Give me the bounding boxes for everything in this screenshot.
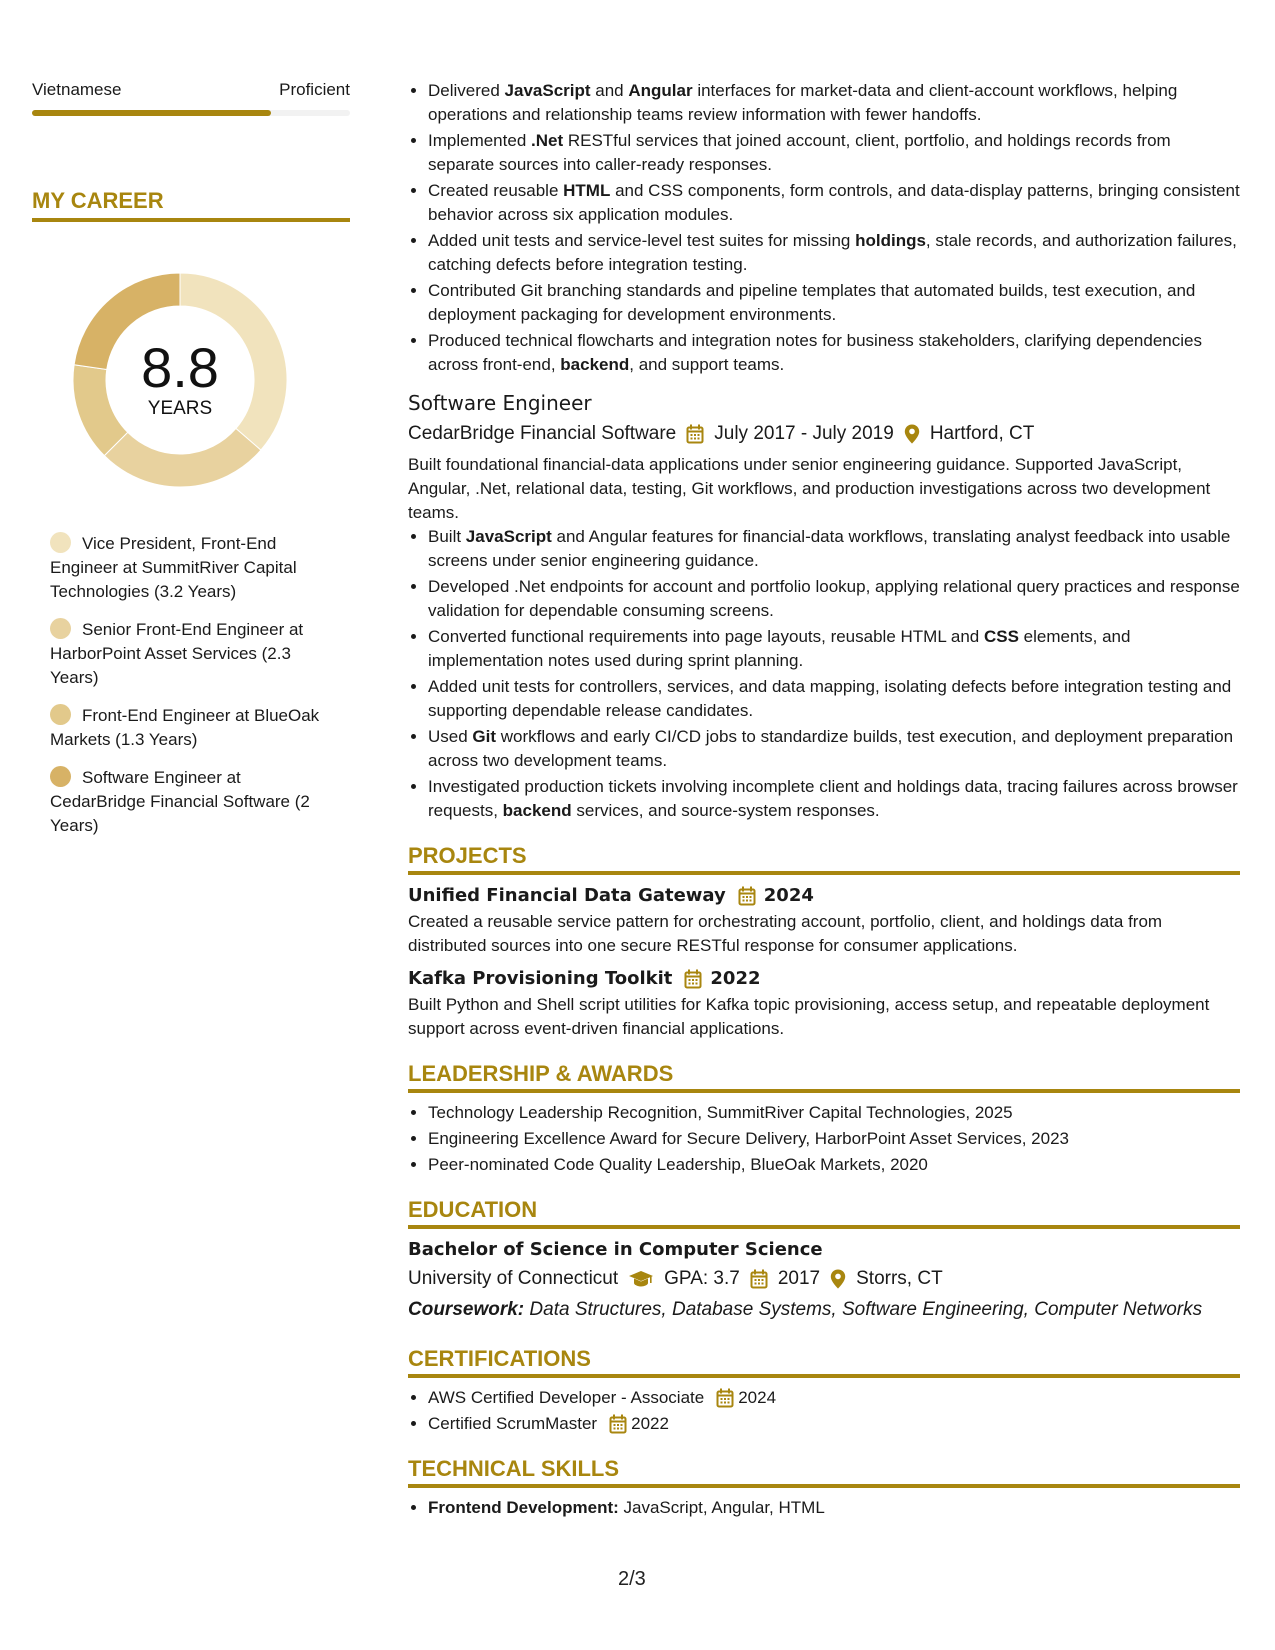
bullet-item xyxy=(428,525,1240,573)
job-summary: Built foundational financial-data applications under senior engineering guidance. Supported JavaScript, Angular, .Net, relational data, testing, Git workflows, and production investigations across two development teams. xyxy=(408,455,1211,522)
job-title: Software Engineer xyxy=(408,391,592,415)
text-segment: Converted functional requirements into page layouts, reusable HTML and xyxy=(428,627,984,646)
award-item: • Technology Leadership Recognition, SummitRiver Capital Technologies, 2025 xyxy=(428,1101,1240,1125)
sidebar xyxy=(32,80,350,852)
awards-list xyxy=(408,1101,1240,1177)
language-name: Vietnamese xyxy=(32,80,122,99)
project-title: Unified Financial Data Gateway xyxy=(408,885,726,906)
projects-list xyxy=(408,885,1240,1041)
text-segment: and xyxy=(590,81,629,100)
award-item: • Peer-nominated Code Quality Leadership, BlueOak Markets, 2020 xyxy=(428,1153,1240,1177)
bullet-item xyxy=(428,625,1240,673)
career-legend-text: Vice President, Front-End Engineer at SummitRiver Capital Technologies (3.2 Years) xyxy=(50,534,297,601)
career-legend-text: Front-End Engineer at BlueOak Markets (1.3 Years) xyxy=(50,706,320,749)
text-segment: Added unit tests and service-level test suites for missing xyxy=(428,231,856,250)
bullet-item xyxy=(428,79,1240,127)
career-legend-item xyxy=(50,532,340,604)
awards-heading: LEADERSHIP & AWARDS xyxy=(408,1061,1240,1093)
coursework-list: Data Structures, Database Systems, Software Engineering, Computer Networks xyxy=(529,1299,1203,1320)
career-legend-text: Software Engineer at CedarBridge Financial Software (2 Years) xyxy=(50,768,310,835)
text-segment: Added unit tests for controllers, services, and data mapping, isolating defects before integration testing and supporting dependable release candidates. xyxy=(428,677,1232,720)
language-level: Proficient xyxy=(279,80,350,99)
certifications-list xyxy=(408,1386,1240,1436)
skills-list xyxy=(408,1496,1240,1520)
skills-heading: TECHNICAL SKILLS xyxy=(408,1456,1240,1488)
career-legend-item xyxy=(50,766,340,838)
project-title-row xyxy=(408,968,1240,989)
career-total-label: YEARS xyxy=(147,398,213,419)
certification-year: 2024 xyxy=(738,1388,777,1407)
bullet-item xyxy=(428,229,1240,277)
legend-swatch xyxy=(50,618,71,639)
skill-value: JavaScript, Angular, HTML xyxy=(618,1498,825,1517)
education-school: University of Connecticut xyxy=(408,1268,619,1289)
text-segment: Implemented xyxy=(428,131,531,150)
language-level-bar xyxy=(32,110,350,116)
text-segment: Created reusable xyxy=(428,181,564,200)
career-heading: MY CAREER xyxy=(32,188,350,222)
text-segment: Developed .Net endpoints for account and portfolio lookup, applying relational query practices and response validation for dependable consuming screens. xyxy=(428,577,1240,620)
certification-name: • Certified ScrumMaster xyxy=(428,1414,598,1433)
job-dates: July 2017 - July 2019 xyxy=(714,423,894,444)
text-segment: Investigated production tickets involving incomplete client and holdings data, tracing failures across browser requests, xyxy=(428,777,1238,820)
text-segment: , stale records, and authorization failures, catching defects before integration testing. xyxy=(428,231,1237,274)
education-coursework xyxy=(408,1298,1240,1322)
bold-keyword: backend xyxy=(502,801,572,820)
legend-swatch xyxy=(50,766,71,787)
education-degree: Bachelor of Science in Computer Science xyxy=(408,1239,823,1260)
project-year: 2024 xyxy=(763,885,814,906)
job-location: Hartford, CT xyxy=(929,423,1035,444)
project-year: 2022 xyxy=(710,968,761,989)
project-description: Built Python and Shell script utilities for Kafka topic provisioning, access setup, and repeatable deployment support across event-driven financial applications. xyxy=(408,995,1210,1038)
award-item: • Engineering Excellence Award for Secure Delivery, HarborPoint Asset Services, 2023 xyxy=(428,1127,1240,1151)
project-item xyxy=(408,885,1240,958)
career-donut-chart xyxy=(66,266,294,494)
text-segment: services, and source-system responses. xyxy=(571,801,880,820)
projects-heading: PROJECTS xyxy=(408,843,1240,875)
location-pin-icon xyxy=(904,424,920,444)
text-segment: Contributed Git branching standards and pipeline templates that automated builds, test execution, and deployment packaging for development environments. xyxy=(428,281,1196,324)
job-meta xyxy=(408,423,1240,445)
certifications-heading: CERTIFICATIONS xyxy=(408,1346,1240,1378)
bold-keyword: Git xyxy=(472,727,497,746)
calendar-icon xyxy=(750,1269,768,1289)
education-gpa: GPA: 3.7 xyxy=(664,1268,740,1289)
project-description: Created a reusable service pattern for orchestrating account, portfolio, client, and holdings data from distributed sources into one secure RESTful response for consumer applications. xyxy=(408,912,1163,955)
previous-job-bullets xyxy=(408,79,1240,377)
bold-keyword: holdings xyxy=(855,231,926,250)
certification-year: 2022 xyxy=(631,1414,669,1433)
bold-keyword: Angular xyxy=(628,81,693,100)
bullet-item xyxy=(428,179,1240,227)
legend-swatch xyxy=(50,704,71,725)
coursework-label: Coursework: xyxy=(408,1299,525,1320)
text-segment: and CSS components, form controls, and data-display patterns, bringing consistent behavior across six application modules. xyxy=(428,181,1240,224)
bold-keyword: backend xyxy=(560,355,630,374)
career-legend-text: Senior Front-End Engineer at HarborPoint Asset Services (2.3 Years) xyxy=(50,620,304,687)
page-number: 2/3 xyxy=(618,1568,646,1590)
main-column xyxy=(408,79,1240,1522)
text-segment: interfaces for market-data and client-account workflows, helping operations and relationship teams review information with fewer handoffs. xyxy=(428,81,1178,124)
text-segment: RESTful services that joined account, client, portfolio, and holdings records from separate sources into caller-ready responses. xyxy=(428,131,1171,174)
bullet-item xyxy=(428,279,1240,327)
bold-keyword: HTML xyxy=(563,181,611,200)
certification-item xyxy=(428,1386,1240,1410)
calendar-icon xyxy=(684,969,702,989)
text-segment: and Angular features for financial-data workflows, translating analyst feedback into usable screens under senior engineering guidance. xyxy=(428,527,1231,570)
calendar-icon xyxy=(686,424,704,444)
text-segment: , and support teams. xyxy=(629,355,785,374)
bullet-item xyxy=(428,675,1240,723)
bullet-item xyxy=(428,775,1240,823)
calendar-icon xyxy=(716,1388,734,1408)
education-location: Storrs, CT xyxy=(856,1268,943,1289)
career-legend-item xyxy=(50,704,340,752)
legend-swatch xyxy=(50,532,71,553)
donut-center xyxy=(66,266,294,494)
project-title: Kafka Provisioning Toolkit xyxy=(408,968,673,989)
certification-row xyxy=(428,1412,669,1436)
education-heading: EDUCATION xyxy=(408,1197,1240,1229)
skill-label: Frontend Development: xyxy=(428,1498,619,1517)
bold-keyword: JavaScript xyxy=(504,81,591,100)
calendar-icon xyxy=(738,886,756,906)
bullet-item xyxy=(428,329,1240,377)
text-segment: workflows and early CI/CD jobs to standardize builds, test execution, and deployment preparation across two development teams. xyxy=(428,727,1234,770)
text-segment: Used xyxy=(428,727,473,746)
bullet-item xyxy=(428,575,1240,623)
text-segment: Produced technical flowcharts and integration notes for business stakeholders, clarifying dependencies across front-end, xyxy=(428,331,1202,374)
location-pin-icon xyxy=(830,1269,846,1289)
education-meta xyxy=(408,1268,1240,1290)
career-legend xyxy=(50,532,340,838)
certification-row xyxy=(428,1386,776,1410)
certification-name: • AWS Certified Developer - Associate xyxy=(428,1388,705,1407)
bullet-item xyxy=(428,129,1240,177)
calendar-icon xyxy=(609,1414,627,1434)
project-title-row xyxy=(408,885,1240,906)
bold-keyword: JavaScript xyxy=(465,527,552,546)
job-company: CedarBridge Financial Software xyxy=(408,423,677,444)
bold-keyword: .Net xyxy=(531,131,564,150)
language-level-fill xyxy=(32,110,271,116)
skill-item xyxy=(428,1496,1240,1520)
text-segment: Delivered xyxy=(428,81,505,100)
project-item xyxy=(408,968,1240,1041)
job-bullets xyxy=(408,525,1240,823)
bold-keyword: CSS xyxy=(983,627,1019,646)
certification-item xyxy=(428,1412,1240,1436)
career-total-value: 8.8 xyxy=(141,336,219,399)
education-year: 2017 xyxy=(777,1268,821,1289)
career-legend-item xyxy=(50,618,340,690)
text-segment: Built xyxy=(428,527,466,546)
graduation-cap-icon xyxy=(628,1270,654,1288)
text-segment: elements, and implementation notes used during sprint planning. xyxy=(428,627,1131,670)
bullet-item xyxy=(428,725,1240,773)
language-row xyxy=(32,80,350,100)
